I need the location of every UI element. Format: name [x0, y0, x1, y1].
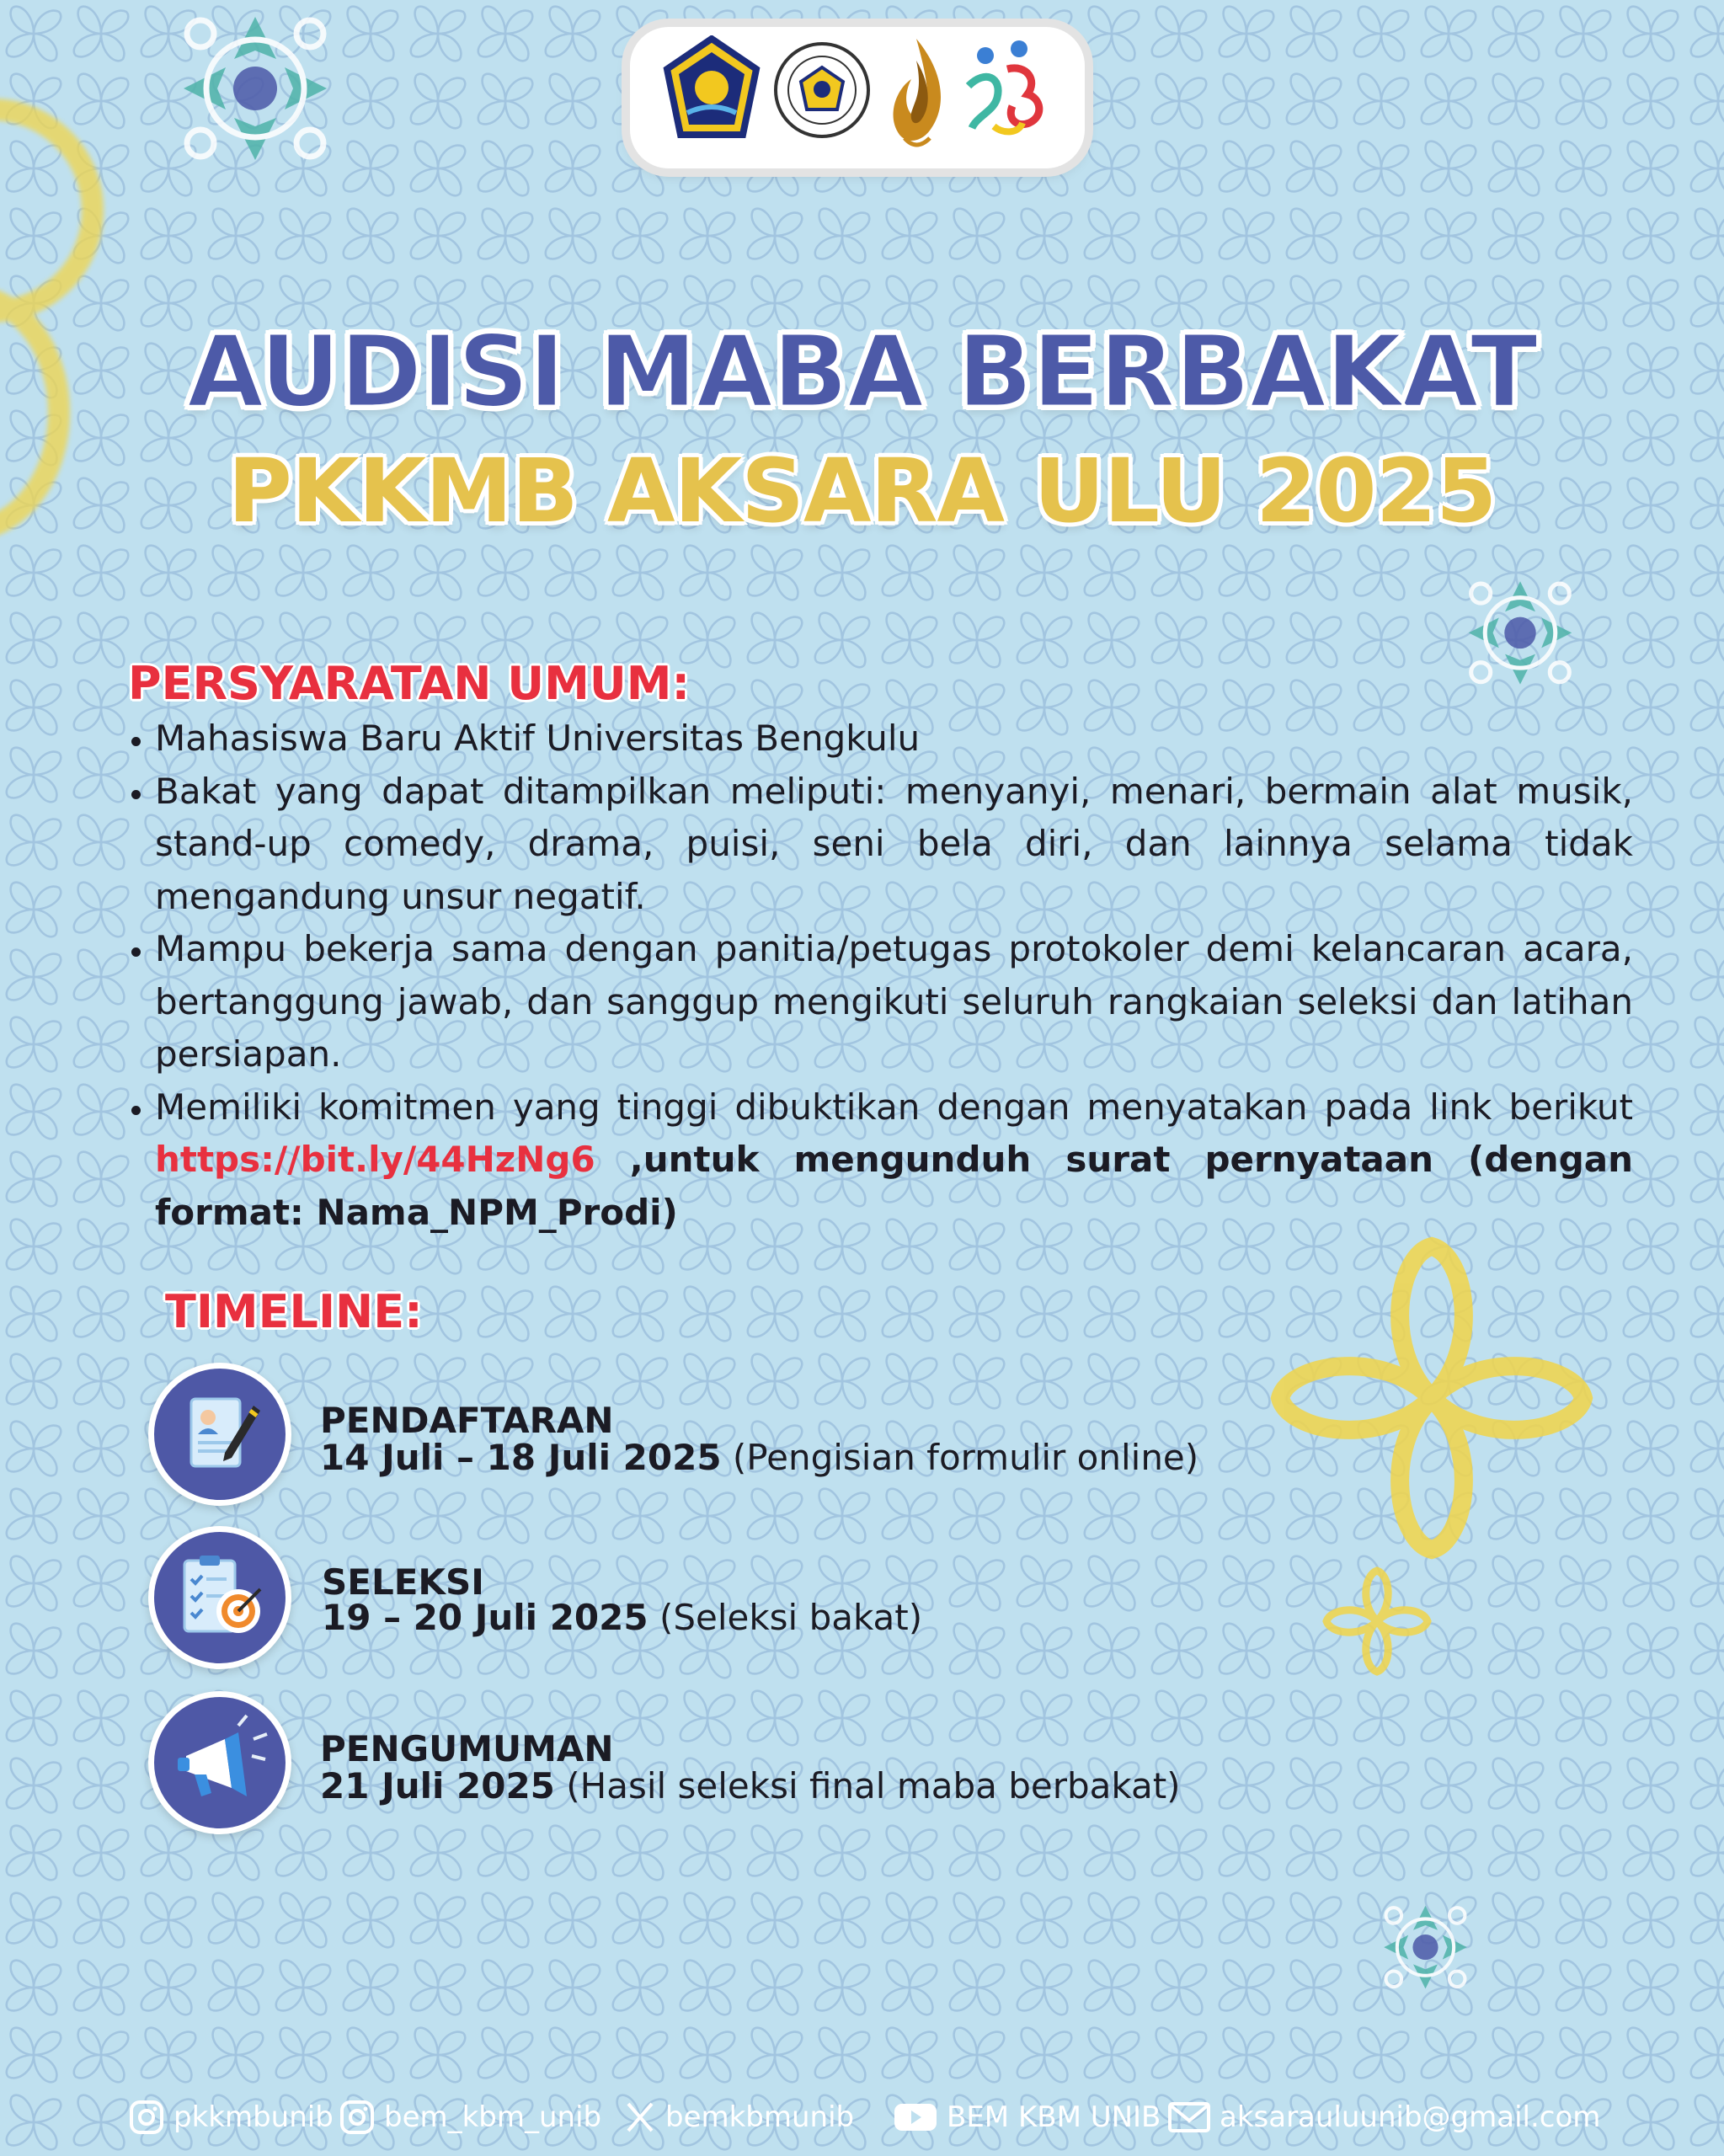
aksara-ulu-flame-logo	[883, 35, 950, 153]
requirement-item: • Mampu bekerja sama dengan panitia/petugas protokoler demi kelancaran acara, bertanggung jawab, dan sanggup mengikuti seluruh rangkaian seleksi dan latihan persiapan.	[155, 923, 1633, 1081]
logo-bar	[630, 27, 1085, 168]
requirements-heading: PERSYARATAN UMUM:	[128, 657, 691, 710]
timeline-heading: TIMELINE:	[165, 1285, 423, 1338]
timeline-title: PENDAFTARAN	[320, 1400, 614, 1441]
timeline-item-announcement	[148, 1691, 1412, 1843]
statement-link[interactable]: https://bit.ly/44HzNg6	[155, 1139, 595, 1180]
instagram-icon	[339, 2099, 376, 2136]
timeline-item-selection	[148, 1526, 1412, 1678]
footer-x[interactable]	[623, 2094, 854, 2141]
timeline-detail	[322, 1597, 922, 1638]
megaphone-icon	[166, 1709, 274, 1817]
universitas-bengkulu-logo	[662, 35, 761, 145]
main-title: AUDISI MABA BERBAKAT	[186, 313, 1538, 430]
timeline-date: 19 – 20 Juli 2025	[322, 1597, 649, 1638]
checklist-target-icon	[166, 1544, 274, 1652]
timeline-title: SELEKSI	[322, 1561, 484, 1603]
sub-title: PKKMB AKSARA ULU 2025	[227, 440, 1497, 542]
requirements-list	[125, 712, 1633, 1239]
x-handle: bemkbmunib	[665, 2100, 855, 2134]
email-icon	[1167, 2100, 1211, 2134]
timeline-note: (Pengisian formulir online)	[721, 1437, 1199, 1478]
bem-kbm-logo	[771, 35, 873, 145]
instagram-icon	[128, 2099, 165, 2136]
x-icon	[623, 2100, 657, 2134]
teal-ornament	[1364, 1895, 1486, 2004]
email-address: aksarauluunib@gmail.com	[1220, 2100, 1601, 2134]
registration-icon-circle	[148, 1363, 291, 1506]
selection-icon-circle	[148, 1526, 291, 1669]
commitment-text: Memiliki komitmen yang tinggi dibuktikan dengan menyatakan pada link berikut	[155, 1086, 1633, 1128]
timeline-detail	[320, 1437, 1198, 1478]
timeline-note: (Seleksi bakat)	[648, 1597, 923, 1638]
instagram-handle: pkkmbunib	[173, 2100, 334, 2134]
teal-ornament	[150, 0, 360, 185]
timeline-note: (Hasil seleksi final maba berbakat)	[554, 1765, 1181, 1806]
footer-contacts	[128, 2094, 1610, 2141]
requirement-item: • Bakat yang dapat ditampilkan meliputi: menyanyi, menari, bermain alat musik, stand-up comedy, drama, puisi, seni bela diri, dan lainnya selama tidak mengandung unsur negatif.	[155, 766, 1633, 924]
footer-instagram-pkkmb[interactable]	[128, 2094, 334, 2141]
requirement-item-commitment	[155, 1081, 1633, 1240]
teal-ornament	[1444, 564, 1596, 707]
requirement-item: • Mahasiswa Baru Aktif Universitas Bengkulu	[155, 712, 1633, 766]
youtube-icon	[893, 2100, 938, 2134]
youtube-channel: BEM KBM UNIB	[947, 2100, 1161, 2134]
registration-form-icon	[166, 1380, 274, 1488]
pkkmb-figures-logo	[960, 35, 1053, 153]
timeline-title: PENGUMUMAN	[320, 1728, 614, 1769]
announcement-icon-circle	[148, 1691, 291, 1834]
footer-youtube[interactable]	[893, 2094, 1161, 2141]
footer-email[interactable]	[1167, 2094, 1600, 2141]
commitment-instructions: ,untuk mengunduh surat pernyataan (dengan format: Nama_NPM_Prodi)	[155, 1139, 1633, 1233]
instagram-handle: bem_kbm_unib	[384, 2100, 602, 2134]
timeline-date: 21 Juli 2025	[320, 1765, 555, 1806]
timeline-item-registration	[148, 1363, 1412, 1514]
timeline-detail	[320, 1765, 1181, 1806]
footer-instagram-bem[interactable]	[339, 2094, 601, 2141]
timeline-date: 14 Juli – 18 Juli 2025	[320, 1437, 722, 1478]
